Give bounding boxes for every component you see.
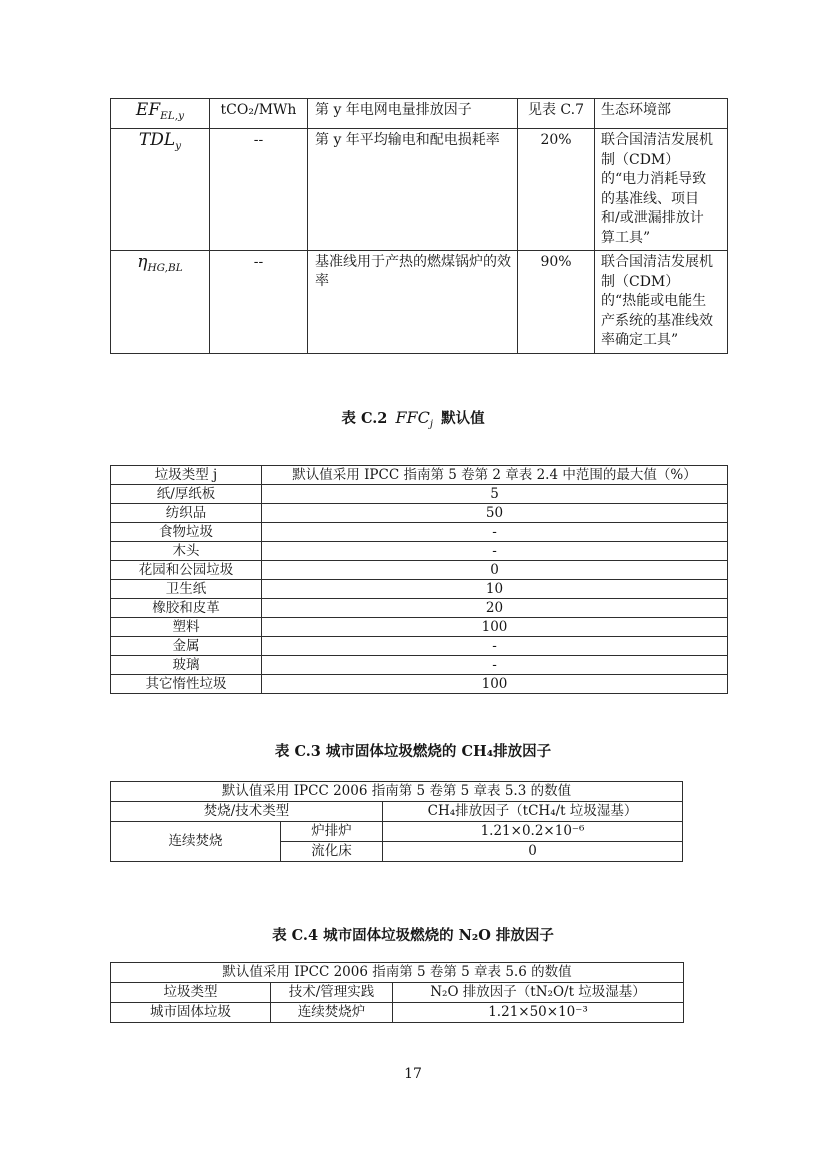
symbol-cell [111,251,210,354]
waste-type-cell: 城市固体垃圾 [111,1003,271,1023]
symbol-main: TDL [138,130,176,150]
waste-type-cell: 卫生纸 [111,580,262,599]
table-row [111,523,728,542]
value-cell: 100 [262,618,728,637]
table-note-row [111,963,684,983]
table-row [111,675,728,694]
ffc-symbol: $FFC_j$ [395,408,434,431]
table-c2-title [0,407,826,430]
value-cell: 100 [262,675,728,694]
technology-cell: 流化床 [281,842,383,862]
table-header-row [111,466,728,485]
table-note-row [111,782,683,802]
description-cell: 基准线用于产热的燃煤锅炉的效率 [308,251,518,354]
value-cell: - [262,637,728,656]
table-header-row [111,983,684,1003]
value-cell: 5 [262,485,728,504]
note-cell: 默认值采用 IPCC 2006 指南第 5 卷第 5 章表 5.3 的数值 [111,782,683,802]
unit-cell: -- [210,129,308,251]
value-cell: - [262,523,728,542]
table-c4-n2o-factors [110,962,684,1023]
waste-type-cell: 花园和公园垃圾 [111,561,262,580]
value-cell: 1.21×0.2×10⁻⁶ [383,822,683,842]
table-row [111,599,728,618]
technology-cell: 炉排炉 [281,822,383,842]
symbol-main: η [137,252,148,272]
table-row [111,485,728,504]
waste-type-cell: 纸/厚纸板 [111,485,262,504]
waste-type-cell: 塑料 [111,618,262,637]
table-c2-title-suffix: 默认值 [441,410,485,427]
header-cell: 垃圾类型 j [111,466,262,485]
symbol-cell [111,129,210,251]
value-cell: - [262,542,728,561]
value-cell: 见表 C.7 [518,99,595,129]
waste-type-cell: 金属 [111,637,262,656]
symbol-cell [111,99,210,129]
waste-type-cell: 木头 [111,542,262,561]
description-cell: 第 y 年平均输电和配电损耗率 [308,129,518,251]
header-cell: 默认值采用 IPCC 指南第 5 卷第 2 章表 2.4 中范围的最大值（%） [262,466,728,485]
waste-type-cell: 橡胶和皮革 [111,599,262,618]
table-row [111,99,728,129]
value-cell: 0 [383,842,683,862]
table-header-row [111,802,683,822]
table-c4-title: 表 C.4 城市固体垃圾燃烧的 N₂O 排放因子 [272,927,554,944]
unit-cell: tCO₂/MWh [210,99,308,129]
unit-cell: -- [210,251,308,354]
value-cell: - [262,656,728,675]
table-row [111,822,683,842]
waste-type-cell: 玻璃 [111,656,262,675]
header-cell: 垃圾类型 [111,983,271,1003]
symbol-subscript: EL,y [160,109,185,122]
value-cell: 90% [518,251,595,354]
note-cell: 默认值采用 IPCC 2006 指南第 5 卷第 5 章表 5.6 的数值 [111,963,684,983]
symbol-subscript: HG,BL [147,261,183,274]
header-cell: N₂O 排放因子（tN₂O/t 垃圾湿基） [393,983,684,1003]
symbol-main: EF [135,100,161,120]
description-cell: 第 y 年电网电量排放因子 [308,99,518,129]
header-cell: 焚烧/技术类型 [111,802,383,822]
value-cell: 1.21×50×10⁻³ [393,1003,684,1023]
table-c2-ffc-defaults [110,465,728,694]
table-row [111,1003,684,1023]
table-c2-title-prefix: 表 C.2 [341,410,388,427]
value-cell: 20% [518,129,595,251]
waste-type-cell: 其它惰性垃圾 [111,675,262,694]
value-cell: 10 [262,580,728,599]
table-row [111,618,728,637]
page-number: 17 [404,1066,422,1082]
table-row [111,637,728,656]
header-cell: CH₄排放因子（tCH₄/t 垃圾湿基） [383,802,683,822]
waste-type-cell: 食物垃圾 [111,523,262,542]
value-cell: 50 [262,504,728,523]
practice-cell: 连续焚烧炉 [271,1003,393,1023]
source-cell: 生态环境部 [595,99,728,129]
table-c3-ch4-factors [110,781,683,862]
value-cell: 20 [262,599,728,618]
parameter-table [110,98,728,354]
value-cell: 0 [262,561,728,580]
incineration-type-cell: 连续焚烧 [111,822,281,862]
source-cell: 联合国清洁发展机制（CDM）的“电力消耗导致的基准线、项目和/或泄漏排放计算工具” [595,129,728,251]
source-cell: 联合国清洁发展机制（CDM）的“热能或电能生产系统的基准线效率确定工具” [595,251,728,354]
table-row [111,504,728,523]
header-cell: 技术/管理实践 [271,983,393,1003]
table-row [111,542,728,561]
table-row [111,656,728,675]
waste-type-cell: 纺织品 [111,504,262,523]
table-row [111,580,728,599]
symbol-subscript: y [175,139,182,152]
table-c3-title: 表 C.3 城市固体垃圾燃烧的 CH₄排放因子 [274,743,552,760]
table-row [111,561,728,580]
table-row [111,129,728,251]
table-row [111,251,728,354]
